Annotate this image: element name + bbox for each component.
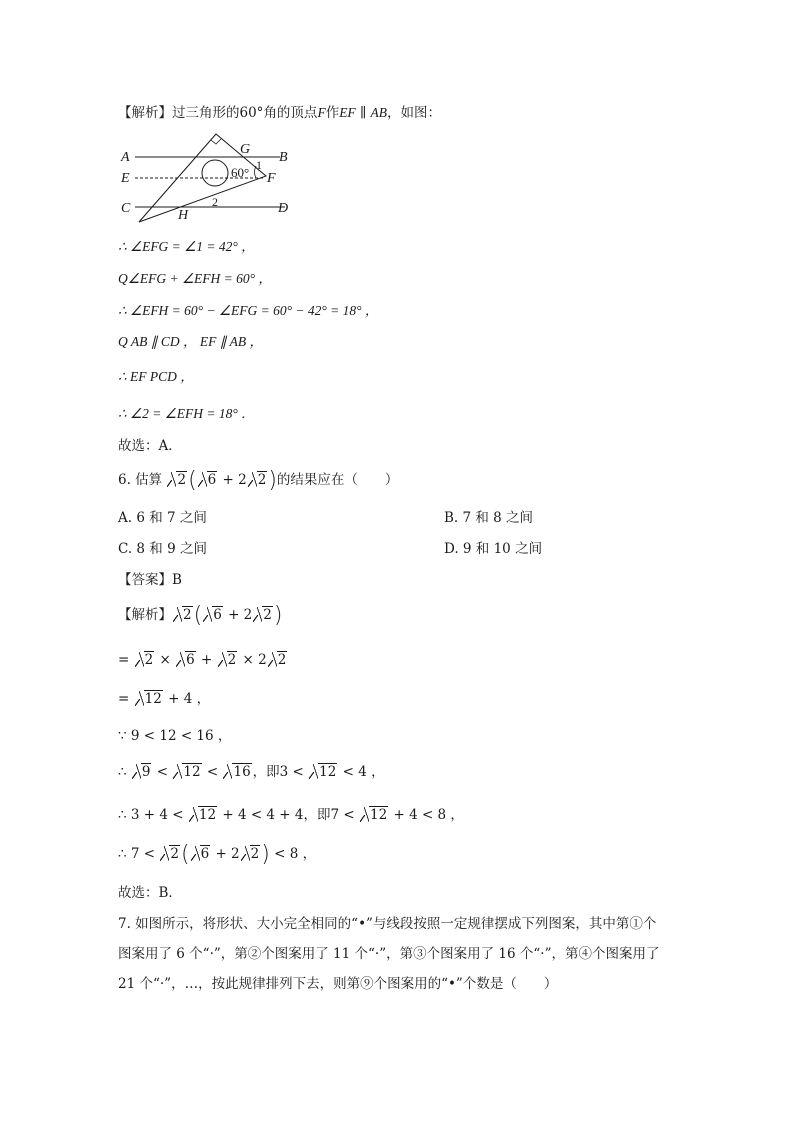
step-line: Q∠EFG + ∠EFH = 60° ，: [118, 271, 272, 286]
calc-line-3: ∵ 9 < 12 < 16 ，: [118, 728, 232, 744]
right-angle-mark: [211, 139, 221, 144]
intro-segment: AB: [370, 105, 388, 120]
step-line: ∴ ∠EFH = 60° − ∠EFG = 60° − 42° = 18° ，: [118, 303, 379, 318]
label-2: 2: [212, 195, 218, 209]
calc-line-1: = 2 × 6 + 2 × 2 2: [118, 652, 287, 668]
calc-line-6: ∴ 7 < 2( 6 + 2 2) < 8 ，: [118, 842, 317, 867]
times-symbol: ×: [159, 652, 171, 668]
option-c: C. 8 和 9 之间: [118, 541, 207, 557]
analysis-tag: 【解析】: [118, 607, 172, 623]
intro-text: 过三角形的: [172, 105, 240, 121]
label-f: F: [267, 171, 276, 186]
label-a: A: [121, 150, 130, 165]
option-a: A. 6 和 7 之间: [118, 510, 207, 526]
label-d: D: [278, 201, 289, 216]
step-line: ∴ EF PCD ，: [118, 369, 194, 384]
analysis-6-header: 【解析】 2( 6 + 2 2): [118, 603, 283, 628]
question-suffix: 的结果应在（ ）: [276, 472, 399, 488]
intro-segment: EF: [339, 105, 356, 120]
question-7-line-3: 21 个“·”，…，按此规律排列下去，则第⑨个图案用的“•”个数是（ ）: [118, 976, 558, 992]
label-1: 1: [256, 158, 262, 172]
calc-tail: + 4 ，: [168, 691, 211, 707]
intro-angle: 60°: [239, 105, 264, 121]
intro-text: 角的顶点: [263, 105, 318, 121]
step-line: ∴ ∠EFG = ∠1 = 42° ，: [118, 239, 255, 254]
option-b: B. 7 和 8 之间: [444, 510, 534, 526]
calc-line-5: ∴ 3 + 4 < 12 + 4 < 4 + 4，即7 < 12 + 4 < 8 ，: [118, 807, 464, 823]
intro-point: F: [317, 105, 326, 120]
calc-mid: ，即: [252, 764, 280, 780]
option-d: D. 9 和 10 之间: [444, 541, 543, 557]
circle: [202, 160, 228, 186]
conclusion-6: 故选：B．: [118, 885, 182, 901]
label-b: B: [279, 150, 288, 165]
calc-mid: ，即: [303, 807, 331, 823]
question-7-line-2: 图案用了 6 个“·”，第②个图案用了 11 个“·”，第③个图案用了 16 个“·”，第④个图案用了: [118, 946, 660, 962]
question-7-line-1: 7. 如图所示，将形状、大小完全相同的“•”与线段按照一定规律摆成下列图案，其中第①个: [118, 916, 657, 932]
intro-text: 作: [325, 105, 340, 121]
calc-line-2: = 12 + 4 ，: [118, 691, 211, 707]
calc-line-4: ∴ 9 < 12 < 16 ，即3 < 12 < 4 ，: [118, 764, 385, 780]
parallel-symbol: ∥: [359, 105, 367, 121]
step-line: ∴ ∠2 = ∠EFH = 18° ．: [118, 406, 255, 421]
answer-line: 故选：A．: [118, 438, 182, 454]
calc-tail: < 8 ，: [274, 846, 317, 862]
label-g: G: [240, 142, 251, 157]
label-h: H: [178, 208, 189, 223]
analysis-intro: [118, 104, 441, 122]
analysis-tag: 【解析】: [118, 105, 172, 121]
step-line: Q AB ∥ CD ， EF ∥ AB ，: [118, 334, 263, 349]
geometry-figure: [115, 128, 300, 228]
sqrt: 2: [167, 471, 187, 489]
label-c: C: [121, 201, 131, 216]
answer-tag: 【答案】B: [118, 572, 182, 588]
question-6: 6. 估算 2( 6 + 2 2)的结果应在（ ）: [118, 468, 399, 493]
label-e: E: [121, 171, 130, 186]
question-number: 6. 估算: [118, 472, 163, 488]
label-60: 60°: [231, 165, 250, 180]
intro-text: ，如图：: [387, 105, 442, 121]
